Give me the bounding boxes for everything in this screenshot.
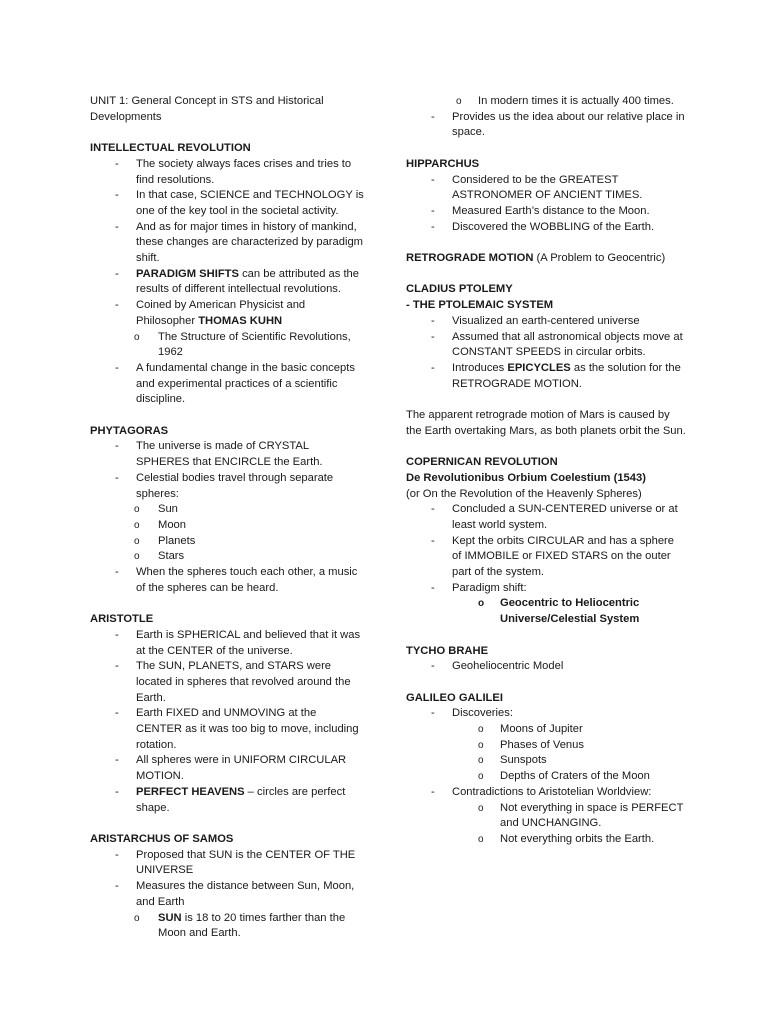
list-item: - Assumed that all astronomical objects move at CONSTANT SPEEDS in circular orbits. [406,330,686,361]
list-item: - The universe is made of CRYSTAL SPHERES that ENCIRCLE the Earth. [90,439,365,470]
item-text: is 18 to 20 times farther than the Moon and Earth. [158,911,346,940]
list-item: - Provides us the idea about our relative place in space. [406,110,686,141]
section-heading: ARISTOTLE [90,613,154,626]
section-heading: TYCHO BRAHE [406,644,489,657]
list-item: - Geoheliocentric Model [406,659,686,675]
list-item: - Measured Earth’s distance to the Moon. [406,204,686,220]
list-item [406,785,686,848]
ptolemy-section [406,282,686,392]
bullet-list [406,659,686,675]
bullet-list [90,157,365,408]
bullet-list [90,848,365,942]
list-item [90,298,365,361]
retrograde-section [406,251,686,267]
sub-list-item: o Phases of Venus [406,738,686,754]
section-heading: CLADIUS PTOLEMY [406,283,513,296]
list-item [90,471,365,565]
list-item: - Considered to be the GREATEST ASTRONOMER OF ANCIENT TIMES. [406,173,686,204]
sub-list-item: o Geocentric to Heliocentric Universe/Celestial System [406,596,686,627]
left-column [90,94,365,958]
bullet-list [406,502,686,628]
intellectual-revolution-section [90,141,365,408]
section-heading: PHYTAGORAS [90,424,169,437]
item-text: Introduces [452,361,508,374]
aristarchus-section [90,832,365,942]
list-item: - Earth FIXED and UNMOVING at the CENTER as it was too big to move, including rotation. [90,706,365,753]
item-text: Measures the distance between Sun, Moon, and Earth [136,880,355,908]
phytagoras-section [90,424,365,597]
sub-list [90,502,365,565]
sub-list-item: o Not everything orbits the Earth. [406,832,686,848]
sub-list-item: o Depths of Craters of the Moon [406,769,686,785]
item-text: can be attributed as the results of different intellectual revolutions. [136,267,360,296]
sub-list [406,801,686,848]
bullet-list [406,706,686,847]
bold-term: EPICYCLES [507,361,571,374]
list-item: - Kept the orbits CIRCULAR and has a sphere of IMMOBILE or FIXED STARS on the outer part of the system. [406,534,686,581]
retrograde-line [406,251,686,267]
sub-list-item: o Moons of Jupiter [406,722,686,738]
item-text: as the solution for the RETROGRADE MOTION. [452,361,681,390]
list-item: - In that case, SCIENCE and TECHNOLOGY is one of the key tool in the societal activity. [90,188,365,219]
list-item: - And as for major times in history of mankind, these changes are characterized by paradigm shift. [90,220,365,267]
item-text: Celestial bodies travel through separate spheres: [136,471,334,500]
sub-list-item: o The Structure of Scientific Revolutions, 1962 [90,330,365,361]
galileo-section [406,691,686,848]
sub-list-item: o Moon [90,518,365,534]
sub-list [406,94,686,110]
list-item: - Concluded a SUN-CENTERED universe or at least world system. [406,502,686,533]
section-heading: COPERNICAN REVOLUTION [406,456,558,469]
bullet-list [406,173,686,236]
bullet-list [406,110,686,141]
list-item: - The SUN, PLANETS, and STARS were located in spheres that revolved around the Earth. [90,659,365,706]
section-heading: GALILEO GALILEI [406,691,503,704]
list-item: - Visualized an earth-centered universe [406,314,686,330]
list-item [406,581,686,628]
list-item: - When the spheres touch each other, a music of the spheres can be heard. [90,565,365,596]
right-column [406,94,686,863]
item-text: Paradigm shift: [452,581,527,594]
section-heading: INTELLECTUAL REVOLUTION [90,142,251,155]
list-item [406,361,686,392]
section-heading: ARISTARCHUS OF SAMOS [90,832,234,845]
list-item: - A fundamental change in the basic concepts and experimental practices of a scientific discipline. [90,361,365,408]
list-item [90,785,365,816]
bold-term: SUN [158,911,182,924]
sub-list-item: o Sunspots [406,753,686,769]
sub-list-item [90,911,365,942]
document-title: UNIT 1: General Concept in STS and Historical Developments [90,95,324,123]
bold-term: PERFECT HEAVENS [136,785,245,798]
sub-list [406,722,686,785]
item-text: Discoveries: [452,707,513,720]
sub-list-item: o Stars [90,549,365,565]
aristotle-section [90,612,365,816]
bullet-list [406,314,686,393]
bold-term: PARADIGM SHIFTS [136,267,239,280]
sub-list-item: o In modern times it is actually 400 times. [406,94,686,110]
list-item [90,879,365,942]
section-subheading: - THE PTOLEMAIC SYSTEM [406,299,554,312]
copernican-section [406,455,686,628]
item-text: Coined by American Physicist and Philosopher [136,299,306,327]
section-subheading: De Revolutionibus Orbium Coelestium (1543) [406,471,646,484]
mars-paragraph: The apparent retrograde motion of Mars is caused by the Earth overtaking Mars, as both planets orbit the Sun. [406,409,686,437]
section-heading: RETROGRADE MOTION [406,252,534,264]
tycho-section [406,644,686,675]
section-heading: HIPPARCHUS [406,157,480,170]
bullet-list [90,439,365,596]
list-item [90,267,365,298]
bold-term: THOMAS KUHN [198,314,283,327]
sub-list-item: o Sun [90,502,365,518]
list-item: - Discovered the WOBBLING of the Earth. [406,220,686,236]
sub-list [406,596,686,627]
sub-list [90,330,365,361]
list-item: - All spheres were in UNIFORM CIRCULAR MOTION. [90,753,365,784]
list-item: - Earth is SPHERICAL and believed that it was at the CENTER of the universe. [90,628,365,659]
sub-list-item: o Not everything in space is PERFECT and UNCHANGING. [406,801,686,832]
heading-note: (A Problem to Geocentric) [533,252,666,264]
list-item: - The society always faces crises and tries to find resolutions. [90,157,365,188]
bullet-list [90,628,365,816]
item-text: Contradictions to Aristotelian Worldview: [452,785,652,798]
hipparchus-section [406,157,686,236]
list-item: - Proposed that SUN is the CENTER OF THE UNIVERSE [90,848,365,879]
list-item [406,706,686,785]
aristarchus-continued [406,94,686,141]
sub-list-item: o Planets [90,534,365,550]
section-note: (or On the Revolution of the Heavenly Spheres) [406,487,642,500]
sub-list [90,911,365,942]
item-text: – circles are perfect shape. [136,785,346,814]
